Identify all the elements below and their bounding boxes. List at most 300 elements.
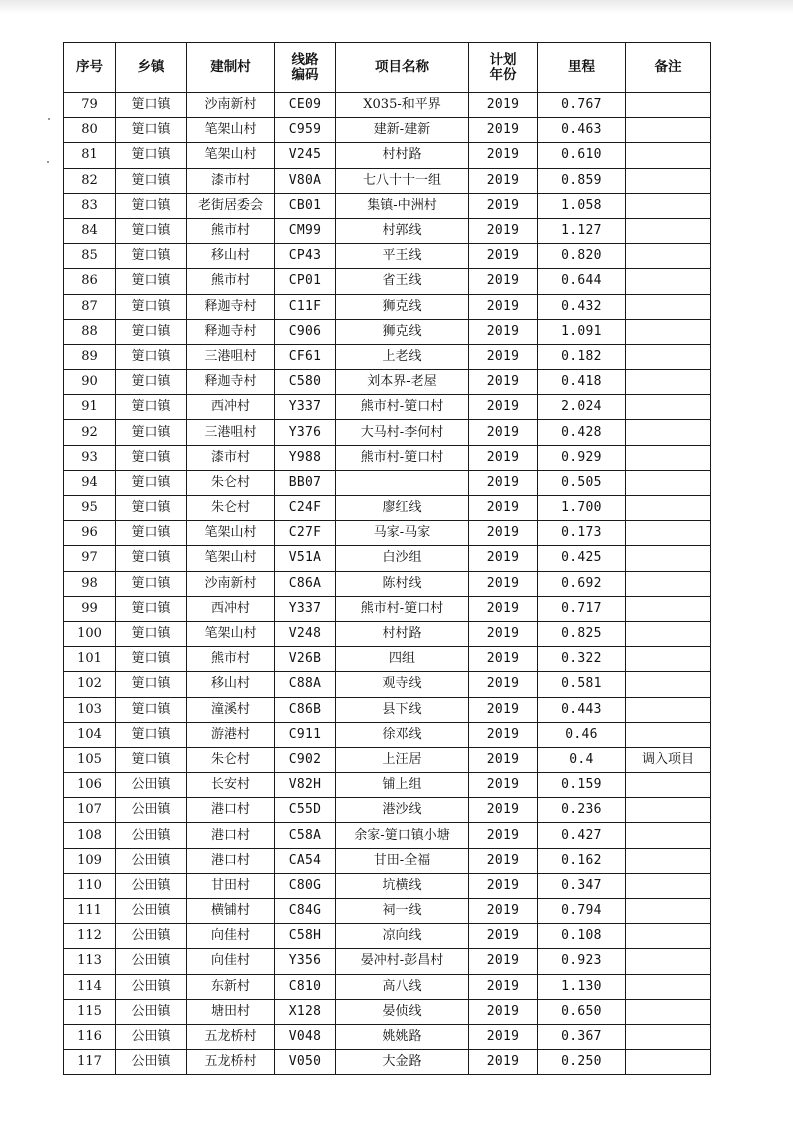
table-row	[64, 420, 711, 445]
cell-note	[626, 420, 711, 445]
table-row	[64, 118, 711, 143]
cell-town: 公田镇	[116, 1024, 187, 1049]
cell-plan-year: 2019	[469, 370, 538, 395]
cell-town: 筻口镇	[116, 596, 187, 621]
cell-seq: 106	[64, 773, 116, 798]
table-row	[64, 571, 711, 596]
header-plan-year-line1: 计划	[489, 51, 517, 68]
cell-note	[626, 1050, 711, 1075]
cell-town: 筻口镇	[116, 168, 187, 193]
cell-seq: 93	[64, 445, 116, 470]
table-row	[64, 143, 711, 168]
cell-plan-year: 2019	[469, 596, 538, 621]
cell-village: 笔架山村	[187, 143, 275, 168]
cell-village: 东新村	[187, 974, 275, 999]
table-row	[64, 93, 711, 118]
cell-seq: 116	[64, 1024, 116, 1049]
cell-seq: 86	[64, 269, 116, 294]
cell-route-code: C580	[275, 370, 336, 395]
cell-route-code: C80G	[275, 873, 336, 898]
cell-village: 向佳村	[187, 949, 275, 974]
table-row	[64, 344, 711, 369]
cell-village: 熊市村	[187, 269, 275, 294]
cell-village: 熊市村	[187, 218, 275, 243]
cell-town: 公田镇	[116, 848, 187, 873]
cell-note	[626, 193, 711, 218]
cell-mileage: 0.859	[538, 168, 626, 193]
cell-mileage: 1.130	[538, 974, 626, 999]
header-route-code-line1: 线路	[291, 51, 319, 68]
cell-route-code: C58H	[275, 924, 336, 949]
cell-project-name: 省王线	[336, 269, 469, 294]
cell-mileage: 0.443	[538, 697, 626, 722]
cell-project-name: 凉向线	[336, 924, 469, 949]
cell-plan-year: 2019	[469, 974, 538, 999]
cell-town: 公田镇	[116, 974, 187, 999]
cell-project-name: X035-和平界	[336, 93, 469, 118]
cell-seq: 109	[64, 848, 116, 873]
table-row	[64, 319, 711, 344]
cell-project-name: 村村路	[336, 621, 469, 646]
cell-note	[626, 823, 711, 848]
cell-town: 筻口镇	[116, 747, 187, 772]
cell-note	[626, 647, 711, 672]
cell-project-name: 大金路	[336, 1050, 469, 1075]
table-row	[64, 294, 711, 319]
cell-village: 潼溪村	[187, 697, 275, 722]
table-row	[64, 924, 711, 949]
cell-seq: 104	[64, 722, 116, 747]
cell-village: 五龙桥村	[187, 1024, 275, 1049]
road-project-table	[63, 42, 711, 1075]
cell-route-code: CF61	[275, 344, 336, 369]
table-row	[64, 244, 711, 269]
cell-route-code: C27F	[275, 521, 336, 546]
cell-mileage: 0.825	[538, 621, 626, 646]
cell-note	[626, 445, 711, 470]
cell-seq: 110	[64, 873, 116, 898]
cell-plan-year: 2019	[469, 924, 538, 949]
cell-seq: 103	[64, 697, 116, 722]
table-row	[64, 823, 711, 848]
cell-village: 向佳村	[187, 924, 275, 949]
cell-town: 公田镇	[116, 798, 187, 823]
cell-town: 筻口镇	[116, 647, 187, 672]
cell-note	[626, 269, 711, 294]
cell-mileage: 0.692	[538, 571, 626, 596]
cell-village: 游港村	[187, 722, 275, 747]
header-project-name: 项目名称	[336, 43, 469, 93]
cell-plan-year: 2019	[469, 999, 538, 1024]
cell-village: 沙南新村	[187, 93, 275, 118]
cell-mileage: 0.322	[538, 647, 626, 672]
cell-mileage: 0.581	[538, 672, 626, 697]
cell-note	[626, 924, 711, 949]
cell-route-code: CM99	[275, 218, 336, 243]
cell-seq: 91	[64, 395, 116, 420]
cell-plan-year: 2019	[469, 319, 538, 344]
cell-project-name: 港沙线	[336, 798, 469, 823]
cell-village: 笔架山村	[187, 546, 275, 571]
cell-town: 筻口镇	[116, 218, 187, 243]
cell-village: 释迦寺村	[187, 294, 275, 319]
cell-note	[626, 143, 711, 168]
cell-route-code: CP01	[275, 269, 336, 294]
cell-plan-year: 2019	[469, 193, 538, 218]
table-row	[64, 521, 711, 546]
cell-note	[626, 974, 711, 999]
cell-seq: 96	[64, 521, 116, 546]
cell-project-name: 观寺线	[336, 672, 469, 697]
cell-mileage: 0.463	[538, 118, 626, 143]
cell-project-name: 七八十十一组	[336, 168, 469, 193]
cell-town: 筻口镇	[116, 269, 187, 294]
table-row	[64, 1024, 711, 1049]
cell-plan-year: 2019	[469, 470, 538, 495]
cell-town: 筻口镇	[116, 571, 187, 596]
table-row	[64, 798, 711, 823]
cell-project-name: 陈村线	[336, 571, 469, 596]
cell-plan-year: 2019	[469, 294, 538, 319]
cell-mileage: 0.4	[538, 747, 626, 772]
cell-town: 筻口镇	[116, 294, 187, 319]
cell-plan-year: 2019	[469, 949, 538, 974]
cell-seq: 83	[64, 193, 116, 218]
cell-project-name: 晏冲村-彭昌村	[336, 949, 469, 974]
cell-mileage: 0.929	[538, 445, 626, 470]
cell-village: 三港咀村	[187, 420, 275, 445]
cell-note	[626, 899, 711, 924]
cell-note	[626, 470, 711, 495]
cell-route-code: C810	[275, 974, 336, 999]
table-row	[64, 722, 711, 747]
table-row	[64, 193, 711, 218]
cell-village: 塘田村	[187, 999, 275, 1024]
cell-route-code: CA54	[275, 848, 336, 873]
table-row	[64, 999, 711, 1024]
cell-seq: 82	[64, 168, 116, 193]
cell-plan-year: 2019	[469, 697, 538, 722]
cell-plan-year: 2019	[469, 798, 538, 823]
cell-project-name: 晏侦线	[336, 999, 469, 1024]
cell-town: 筻口镇	[116, 470, 187, 495]
cell-village: 长安村	[187, 773, 275, 798]
cell-town: 筻口镇	[116, 93, 187, 118]
cell-route-code: C86B	[275, 697, 336, 722]
cell-mileage: 0.108	[538, 924, 626, 949]
header-town: 乡镇	[116, 43, 187, 93]
table-row	[64, 747, 711, 772]
cell-note	[626, 521, 711, 546]
cell-plan-year: 2019	[469, 118, 538, 143]
cell-mileage: 0.182	[538, 344, 626, 369]
cell-plan-year: 2019	[469, 899, 538, 924]
cell-project-name: 徐邓线	[336, 722, 469, 747]
cell-route-code: Y337	[275, 596, 336, 621]
cell-route-code: V26B	[275, 647, 336, 672]
cell-seq: 87	[64, 294, 116, 319]
cell-seq: 88	[64, 319, 116, 344]
cell-plan-year: 2019	[469, 873, 538, 898]
cell-mileage: 1.091	[538, 319, 626, 344]
cell-project-name: 上汪居	[336, 747, 469, 772]
cell-route-code: C911	[275, 722, 336, 747]
cell-village: 释迦寺村	[187, 370, 275, 395]
cell-plan-year: 2019	[469, 621, 538, 646]
cell-town: 公田镇	[116, 949, 187, 974]
cell-project-name: 余家-筻口镇小塘	[336, 823, 469, 848]
cell-plan-year: 2019	[469, 93, 538, 118]
table-row	[64, 168, 711, 193]
scan-speck	[48, 118, 50, 120]
cell-town: 筻口镇	[116, 697, 187, 722]
table-row	[64, 697, 711, 722]
cell-town: 筻口镇	[116, 370, 187, 395]
table-row	[64, 647, 711, 672]
cell-project-name: 平王线	[336, 244, 469, 269]
cell-plan-year: 2019	[469, 1024, 538, 1049]
cell-village: 释迦寺村	[187, 319, 275, 344]
table-row	[64, 773, 711, 798]
cell-village: 朱仑村	[187, 470, 275, 495]
cell-project-name: 马家-马家	[336, 521, 469, 546]
cell-seq: 100	[64, 621, 116, 646]
cell-town: 公田镇	[116, 873, 187, 898]
cell-village: 横铺村	[187, 899, 275, 924]
cell-village: 朱仑村	[187, 496, 275, 521]
cell-village: 沙南新村	[187, 571, 275, 596]
table-row	[64, 621, 711, 646]
cell-note	[626, 546, 711, 571]
cell-note	[626, 697, 711, 722]
cell-mileage: 0.347	[538, 873, 626, 898]
cell-mileage: 0.425	[538, 546, 626, 571]
table-row	[64, 1050, 711, 1075]
header-route-code-line2: 编码	[291, 66, 319, 83]
cell-route-code: C11F	[275, 294, 336, 319]
cell-route-code: CB01	[275, 193, 336, 218]
header-mileage: 里程	[538, 43, 626, 93]
cell-mileage: 0.236	[538, 798, 626, 823]
cell-plan-year: 2019	[469, 747, 538, 772]
cell-project-name: 熊市村-筻口村	[336, 445, 469, 470]
cell-village: 漆市村	[187, 168, 275, 193]
cell-seq: 99	[64, 596, 116, 621]
cell-note	[626, 319, 711, 344]
cell-town: 公田镇	[116, 773, 187, 798]
cell-seq: 84	[64, 218, 116, 243]
cell-mileage: 0.427	[538, 823, 626, 848]
cell-village: 港口村	[187, 823, 275, 848]
cell-project-name: 四组	[336, 647, 469, 672]
cell-town: 筻口镇	[116, 496, 187, 521]
cell-route-code: V050	[275, 1050, 336, 1075]
cell-note	[626, 798, 711, 823]
cell-note	[626, 949, 711, 974]
cell-village: 港口村	[187, 848, 275, 873]
cell-note	[626, 244, 711, 269]
cell-seq: 81	[64, 143, 116, 168]
cell-seq: 92	[64, 420, 116, 445]
cell-mileage: 0.767	[538, 93, 626, 118]
cell-plan-year: 2019	[469, 244, 538, 269]
header-seq: 序号	[64, 43, 116, 93]
cell-town: 筻口镇	[116, 143, 187, 168]
table-row	[64, 395, 711, 420]
cell-plan-year: 2019	[469, 445, 538, 470]
cell-note	[626, 722, 711, 747]
cell-town: 公田镇	[116, 899, 187, 924]
cell-plan-year: 2019	[469, 1050, 538, 1075]
cell-plan-year: 2019	[469, 647, 538, 672]
cell-village: 甘田村	[187, 873, 275, 898]
cell-mileage: 0.428	[538, 420, 626, 445]
table-row	[64, 596, 711, 621]
cell-project-name: 姚姚路	[336, 1024, 469, 1049]
cell-seq: 97	[64, 546, 116, 571]
cell-mileage: 0.173	[538, 521, 626, 546]
cell-village: 漆市村	[187, 445, 275, 470]
cell-seq: 80	[64, 118, 116, 143]
cell-town: 筻口镇	[116, 621, 187, 646]
cell-seq: 112	[64, 924, 116, 949]
cell-mileage: 1.058	[538, 193, 626, 218]
table-row	[64, 848, 711, 873]
cell-village: 西冲村	[187, 596, 275, 621]
cell-village: 西冲村	[187, 395, 275, 420]
cell-mileage: 2.024	[538, 395, 626, 420]
cell-seq: 105	[64, 747, 116, 772]
cell-seq: 85	[64, 244, 116, 269]
cell-project-name: 狮克线	[336, 319, 469, 344]
cell-plan-year: 2019	[469, 546, 538, 571]
cell-route-code: Y356	[275, 949, 336, 974]
cell-note	[626, 395, 711, 420]
cell-project-name: 集镇-中洲村	[336, 193, 469, 218]
cell-town: 筻口镇	[116, 344, 187, 369]
table-row	[64, 370, 711, 395]
cell-route-code: V51A	[275, 546, 336, 571]
cell-village: 三港咀村	[187, 344, 275, 369]
cell-village: 笔架山村	[187, 521, 275, 546]
table-row	[64, 546, 711, 571]
cell-village: 熊市村	[187, 647, 275, 672]
cell-note	[626, 118, 711, 143]
table-row	[64, 218, 711, 243]
cell-mileage: 0.162	[538, 848, 626, 873]
cell-town: 筻口镇	[116, 521, 187, 546]
cell-route-code: V048	[275, 1024, 336, 1049]
table-row	[64, 974, 711, 999]
cell-project-name	[336, 470, 469, 495]
cell-plan-year: 2019	[469, 143, 538, 168]
cell-project-name: 村村路	[336, 143, 469, 168]
cell-project-name: 坑横线	[336, 873, 469, 898]
cell-plan-year: 2019	[469, 672, 538, 697]
cell-town: 公田镇	[116, 1050, 187, 1075]
cell-project-name: 白沙组	[336, 546, 469, 571]
cell-village: 笔架山村	[187, 621, 275, 646]
cell-note	[626, 344, 711, 369]
cell-mileage: 0.418	[538, 370, 626, 395]
cell-project-name: 铺上组	[336, 773, 469, 798]
cell-note	[626, 571, 711, 596]
cell-route-code: CE09	[275, 93, 336, 118]
cell-seq: 79	[64, 93, 116, 118]
cell-route-code: BB07	[275, 470, 336, 495]
cell-note	[626, 873, 711, 898]
cell-project-name: 熊市村-筻口村	[336, 596, 469, 621]
cell-mileage: 0.610	[538, 143, 626, 168]
cell-town: 筻口镇	[116, 118, 187, 143]
cell-route-code: C88A	[275, 672, 336, 697]
cell-seq: 111	[64, 899, 116, 924]
header-note: 备注	[626, 43, 711, 93]
cell-plan-year: 2019	[469, 344, 538, 369]
cell-plan-year: 2019	[469, 521, 538, 546]
cell-seq: 89	[64, 344, 116, 369]
cell-seq: 114	[64, 974, 116, 999]
cell-note	[626, 621, 711, 646]
cell-mileage: 0.432	[538, 294, 626, 319]
cell-note	[626, 294, 711, 319]
table-body	[64, 93, 711, 1075]
cell-plan-year: 2019	[469, 571, 538, 596]
cell-plan-year: 2019	[469, 848, 538, 873]
cell-route-code: V245	[275, 143, 336, 168]
cell-plan-year: 2019	[469, 395, 538, 420]
cell-route-code: Y988	[275, 445, 336, 470]
table-row	[64, 672, 711, 697]
cell-seq: 115	[64, 999, 116, 1024]
cell-mileage: 1.127	[538, 218, 626, 243]
header-route-code	[275, 43, 336, 93]
table-row	[64, 899, 711, 924]
cell-village: 朱仑村	[187, 747, 275, 772]
cell-seq: 94	[64, 470, 116, 495]
cell-route-code: Y337	[275, 395, 336, 420]
cell-route-code: C84G	[275, 899, 336, 924]
table-row	[64, 269, 711, 294]
cell-project-name: 高八线	[336, 974, 469, 999]
cell-route-code: X128	[275, 999, 336, 1024]
cell-project-name: 廖红线	[336, 496, 469, 521]
cell-town: 公田镇	[116, 924, 187, 949]
cell-note: 调入项目	[626, 747, 711, 772]
cell-project-name: 刘本界-老屋	[336, 370, 469, 395]
cell-town: 筻口镇	[116, 445, 187, 470]
cell-plan-year: 2019	[469, 773, 538, 798]
cell-town: 公田镇	[116, 999, 187, 1024]
cell-town: 筻口镇	[116, 193, 187, 218]
cell-mileage: 0.923	[538, 949, 626, 974]
scan-shadow	[0, 0, 793, 14]
cell-project-name: 狮克线	[336, 294, 469, 319]
cell-town: 公田镇	[116, 823, 187, 848]
cell-mileage: 0.250	[538, 1050, 626, 1075]
cell-project-name: 建新-建新	[336, 118, 469, 143]
cell-plan-year: 2019	[469, 722, 538, 747]
scan-speck	[47, 161, 49, 163]
cell-seq: 101	[64, 647, 116, 672]
table-row	[64, 949, 711, 974]
cell-village: 笔架山村	[187, 118, 275, 143]
cell-route-code: V82H	[275, 773, 336, 798]
cell-project-name: 上老线	[336, 344, 469, 369]
cell-note	[626, 93, 711, 118]
cell-seq: 102	[64, 672, 116, 697]
cell-plan-year: 2019	[469, 420, 538, 445]
